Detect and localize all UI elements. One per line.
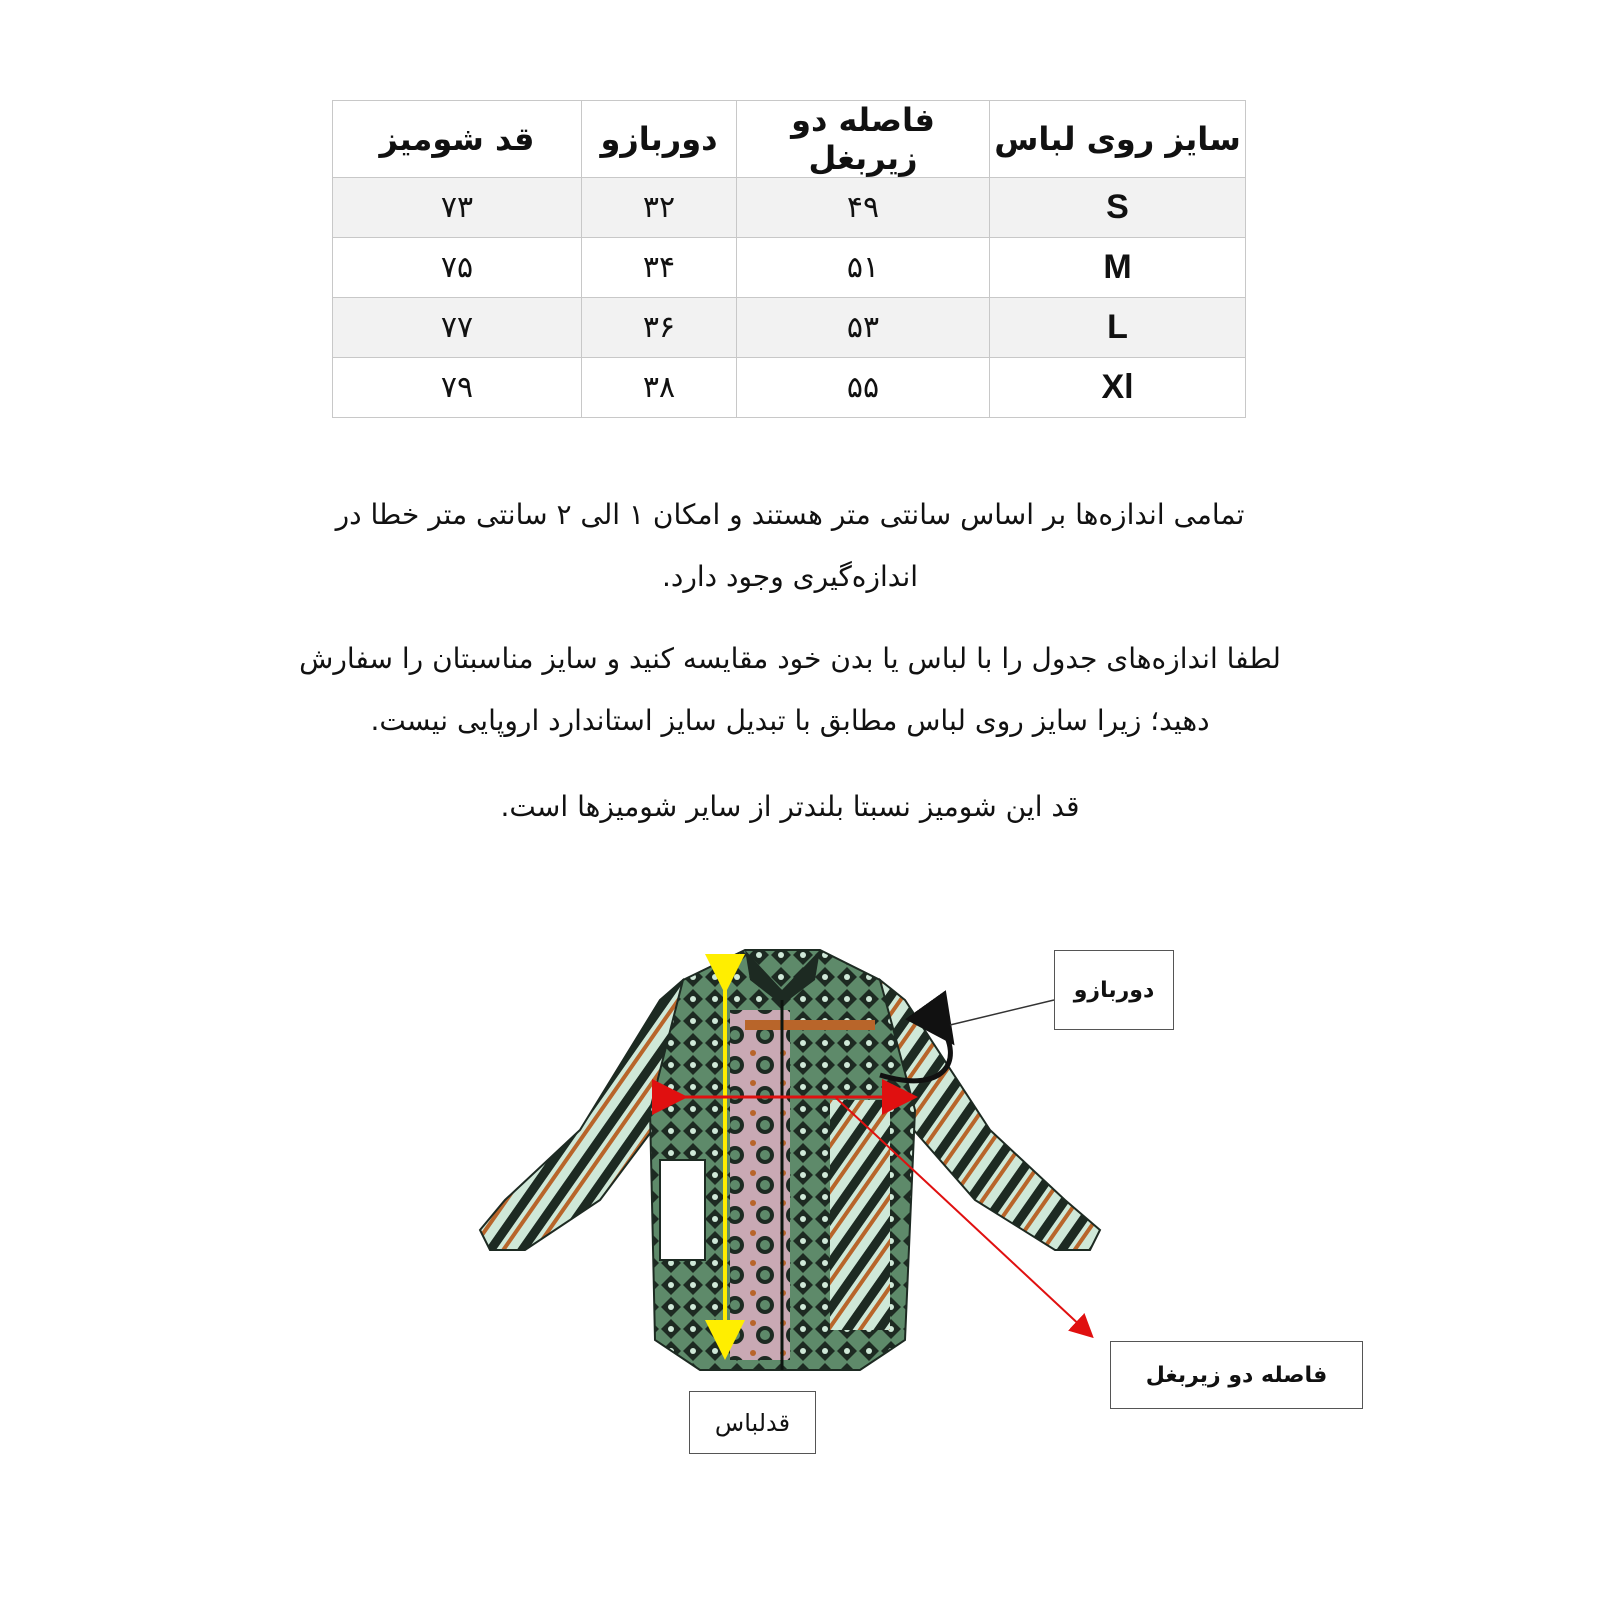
cell-sleeve: ۳۴ — [582, 238, 737, 298]
table-row — [333, 358, 1246, 418]
cell-armpit: ۴۹ — [737, 178, 990, 238]
cell-length: ۷۳ — [333, 178, 582, 238]
header-size: سایز روی لباس — [990, 101, 1246, 178]
cell-sleeve: ۳۲ — [582, 178, 737, 238]
length-note: قد این شومیز نسبتا بلندتر از سایر شومیزها است. — [500, 790, 1080, 823]
header-sleeve: دوربازو — [582, 101, 737, 178]
table-row — [333, 178, 1246, 238]
cell-sleeve: ۳۸ — [582, 358, 737, 418]
table-row — [333, 238, 1246, 298]
cell-length: ۷۵ — [333, 238, 582, 298]
shirt-panel — [830, 1100, 890, 1330]
cell-armpit: ۵۵ — [737, 358, 990, 418]
table-header-row — [333, 101, 1246, 178]
size-table — [332, 100, 1246, 418]
shirt-band — [745, 1020, 875, 1030]
cell-length: ۷۷ — [333, 298, 582, 358]
cell-size: S — [990, 178, 1246, 238]
compare-note: لطفا اندازه‌های جدول را با لباس یا بدن خود مقایسه کنید و سایز مناسبتان را سفارش دهید؛ زیرا سایز روی لباس مطابق با تبدیل سایز استاندارد اروپایی نیست. — [299, 642, 1281, 737]
cell-size: Xl — [990, 358, 1246, 418]
cell-armpit: ۵۳ — [737, 298, 990, 358]
cell-length: ۷۹ — [333, 358, 582, 418]
armpit-label: فاصله دو زیربغل — [1110, 1341, 1363, 1409]
cell-size: L — [990, 298, 1246, 358]
cell-sleeve: ۳۶ — [582, 298, 737, 358]
header-length: قد شومیز — [333, 101, 582, 178]
header-armpit: فاصله دو زیربغل — [737, 101, 990, 178]
sleeve-label: دوربازو — [1054, 950, 1174, 1030]
cell-armpit: ۵۱ — [737, 238, 990, 298]
cell-size: M — [990, 238, 1246, 298]
shirt-panel — [660, 1160, 705, 1260]
measurement-note: تمامی اندازه‌ها بر اساس سانتی متر هستند و امکان ۱ الی ۲ سانتی متر خطا در اندازه‌گیری وجود دارد. — [335, 498, 1245, 593]
sleeve-leader — [950, 1000, 1054, 1025]
measurement-diagram — [0, 900, 1600, 1460]
table-row — [333, 298, 1246, 358]
length-label: قدلباس — [689, 1391, 816, 1454]
